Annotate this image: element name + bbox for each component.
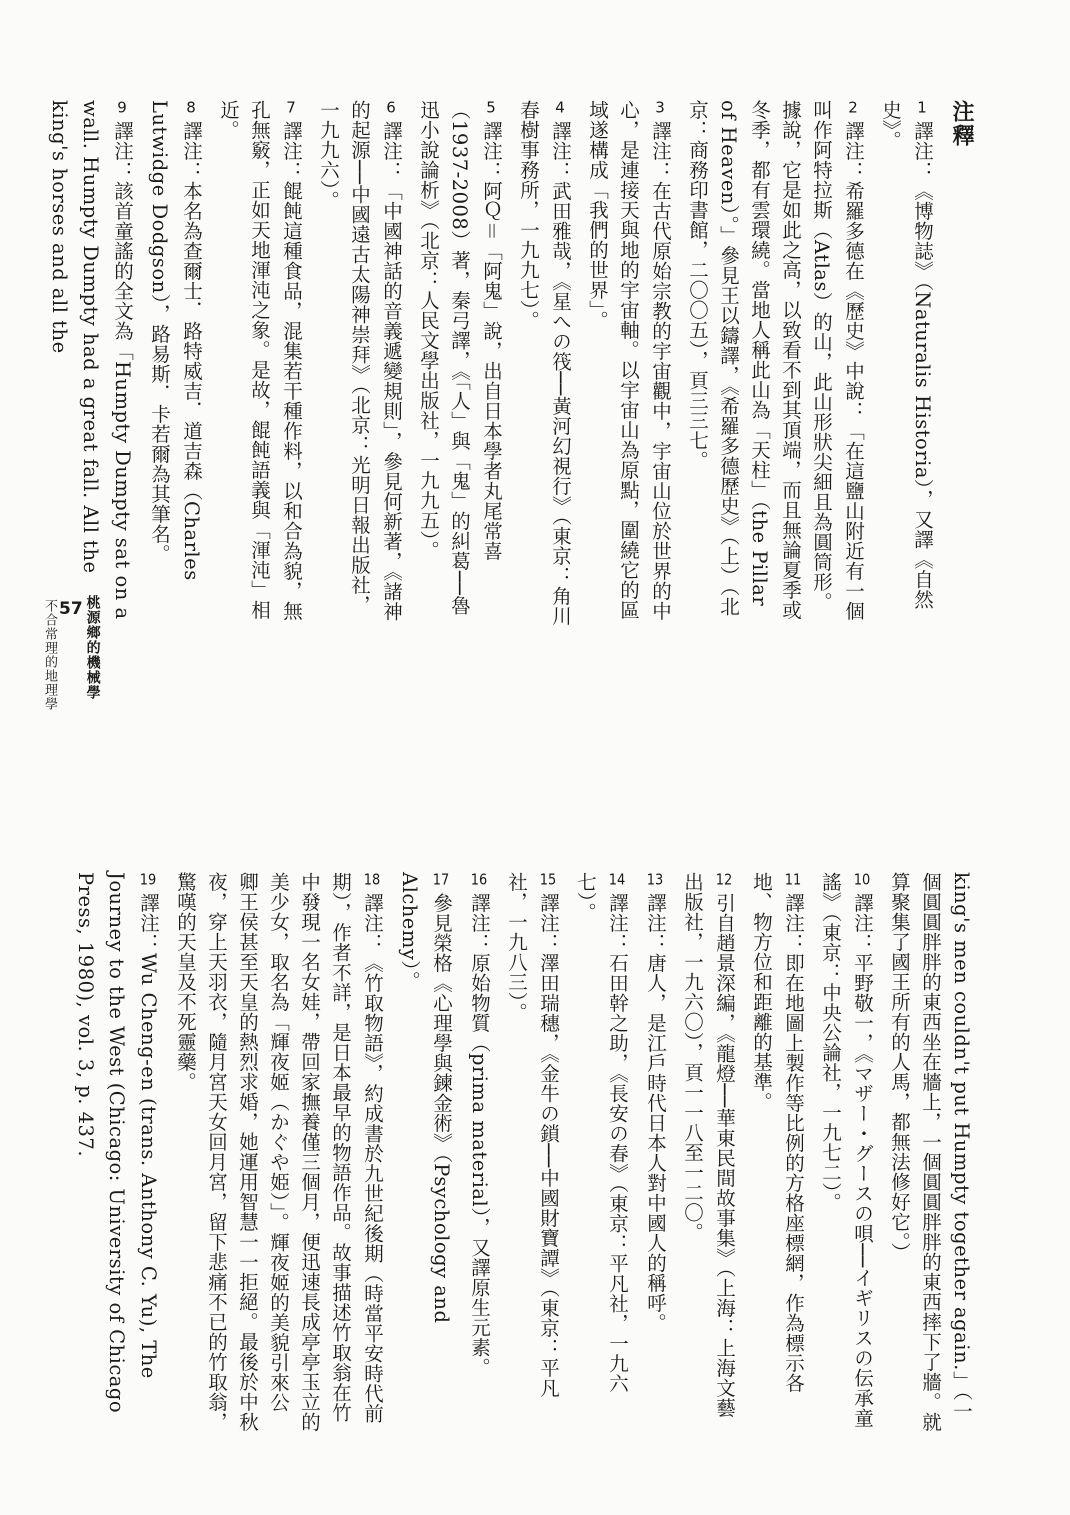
footnote-text: 平野敬一，《マザー・グースの唄──イギリスの伝承童謠》（東京：中央公論社，一九七二）。 (819, 872, 874, 1428)
footnote-text: 《博物誌》（Naturalis Historia），又譯《自然史》。 (879, 100, 934, 610)
footnote-text: 該首童謠的全文為「Humpty Dumpty sat on a wall. Humpty Dumpty had a great fall. All the king's horses and all the (48, 100, 134, 620)
footnote-label: 譯注： (782, 893, 805, 953)
footnote (582, 100, 676, 630)
footnote-number: 2 (848, 100, 858, 115)
footnote-number: 5 (486, 100, 496, 115)
footnote-label: 譯注： (549, 121, 572, 181)
footnote-number: 7 (286, 100, 296, 115)
footnote (677, 872, 740, 1432)
footnote-number: 10 (853, 872, 871, 887)
footnote (463, 872, 495, 1432)
footnote-label: 譯注： (537, 893, 560, 953)
footnote-number: 19 (139, 872, 157, 887)
footnote (413, 100, 507, 630)
footnote-number: 12 (715, 872, 733, 887)
footnote-text: 參見榮格《心理學與鍊金術》（Psychology and Alchemy）。 (398, 872, 453, 1324)
footnote-label: 譯注： (644, 893, 667, 953)
footnote-label: 譯注： (911, 121, 934, 181)
footnote (875, 100, 938, 630)
footnote-label: 譯注： (480, 121, 503, 181)
footnote (70, 872, 164, 1432)
footnote-label: 譯注： (468, 893, 491, 953)
footnote-text: 「中國神話的音義遞變規則」，參見何新著，《諸神的起源──中國遠古太陽神崇拜》（北京：光明日報出版社，一九九六）。 (317, 100, 403, 622)
footnote (213, 100, 307, 630)
footnote-label: 譯注： (649, 121, 672, 181)
footnote-label: 譯注： (361, 893, 384, 953)
footnote (884, 872, 977, 1432)
footnote (394, 872, 457, 1432)
footnote-text: Wu Cheng-en (trans. Anthony C. Yu), The Journey to the West (Chicago: University of Chicago Press, 1980), vol. 3, p. 437. (74, 872, 160, 1414)
notes-list-top (44, 100, 938, 630)
footnote-label: 譯注： (851, 893, 874, 953)
notes-column-bottom (74, 872, 977, 1432)
page-footer (40, 595, 103, 711)
footnote (815, 872, 878, 1432)
footnote-text: 阿Ｑ＝「阿鬼」說，出自日本學者丸尾常喜（1937-2008）著，秦弓譯，《「人」與「鬼」的糾葛──魯迅小說論析》（北京：人民文學出版社，一九九五）。 (417, 100, 503, 616)
footnote-text: 在古代原始宗教的宇宙觀中，宇宙山位於世界的中心，是連接天與地的宇宙軸。以宇宙山為原點，圍繞它的區域遂構成「我們的世界」。 (586, 100, 672, 621)
footnote-text: 即在地圖上製作等比例的方格座標網，作為標示各地、物方位和距離的基準。 (750, 872, 805, 1393)
footnote-number: 17 (432, 872, 450, 887)
footnote-text: 《竹取物語》，約成書於九世紀後期（時當平安時代前期），作者不詳，是日本最早的物語作品。故事描述竹取翁在竹中發現一名女娃，帶回家撫養僅三個月，便迅速長成亭亭玉立的美少女，取名為「輝夜姬（かぐや姫）」。輝夜姬的美貌引來公卿王侯甚至天皇的熱烈求婚，她運用智慧一一拒絕。最後於中秋夜，穿上天羽衣，隨月宮天女回月宮，留下悲痛不已的竹取翁，驚嘆的天皇及不死靈藥。 (174, 872, 384, 1432)
footnote-text: 原始物質（prima material），又譯原生元素。 (468, 953, 491, 1378)
footnote-label: 譯注： (606, 893, 629, 953)
footnote-number: 11 (784, 872, 802, 887)
footnote-text: 希羅多德在《歷史》中說：「在這鹽山附近有一個叫作阿特拉斯（Atlas）的山，此山形狀尖細且為圓筒形。據說，它是如此之高，以致看不到其頂端，而且無論夏季或冬季，都有雲環繞。當地人稱此山為「天柱」（the Pillar of Heaven）。」參見王以鑄譯，《希羅多德歷史》（上）（北京：商務印書館，二〇〇五），頁三三七。 (686, 100, 865, 621)
footnote-text: king's men couldn't put Humpty together again.」（一個圓圓胖胖的東西坐在牆上，一個圓圓胖胖的東西摔下了牆。就算聚集了國王所有的人馬，都無法修好它。） (888, 872, 973, 1432)
footnote (639, 872, 671, 1432)
footnote (501, 872, 564, 1432)
footnote-number: 16 (470, 872, 488, 887)
footnote-number: 1 (917, 100, 927, 115)
footnote-label: 譯注： (111, 121, 134, 181)
footnote-text: 本名為查爾士．路特威吉．道吉森（Charles Lutwidge Dodgson），路易斯．卡若爾為其筆名。 (148, 100, 203, 581)
footnote-number: 18 (363, 872, 381, 887)
footnote-text: 武田雅哉，《星への筏──黃河幻視行》（東京：角川春樹事務所，一九九七）。 (517, 100, 572, 626)
footnote-number: 3 (655, 100, 665, 115)
footnote-label: 譯注： (137, 893, 160, 953)
footnote-number: 4 (555, 100, 565, 115)
page-number: 57 (59, 599, 83, 619)
notes-heading: 注釋 (949, 100, 974, 148)
footnote (313, 100, 407, 630)
footnote-text: 石田幹之助，《長安の春》（東京：平凡社，一九六七）。 (574, 872, 629, 1394)
footnote-number: 14 (608, 872, 626, 887)
footnote-text: 唐人，是江戶時代日本人對中國人的稱呼。 (644, 953, 667, 1333)
footnote-text: 餛飩這種食品，混集若干種作料，以和合為貌，無孔無竅，正如天地渾沌之象。是故，餛飩語義與「渾沌」相近。 (217, 100, 303, 621)
footnote-text: 引自趙景深編，《龍燈──華東民間故事集》（上海：上海文藝出版社，一九六〇），頁一一八至一二〇。 (681, 872, 736, 1418)
footnote-text: 澤田瑞穗，《金牛の鎖──中國財寶譚》（東京：平凡社，一九八三）。 (505, 872, 560, 1398)
footnote (44, 100, 138, 630)
footnote (144, 100, 207, 630)
footnote-label: 譯注： (280, 121, 303, 181)
footnote-number: 8 (186, 100, 196, 115)
footnote-number: 13 (646, 872, 664, 887)
footnote (170, 872, 388, 1432)
chapter-title: 不合常理的地理學 (42, 599, 57, 711)
footnote (570, 872, 633, 1432)
footnote (682, 100, 869, 630)
footnote-label: 譯注： (380, 121, 403, 181)
footnote-number: 9 (117, 100, 127, 115)
notes-list-bottom (70, 872, 977, 1432)
book-title: 桃源鄉的機械學 (84, 595, 101, 700)
footnote-label: 譯注： (180, 121, 203, 181)
footnote-number: 15 (539, 872, 557, 887)
footnote (746, 872, 809, 1432)
footnote (513, 100, 576, 630)
footnote-number: 6 (386, 100, 396, 115)
footnote-label: 譯注： (842, 121, 865, 181)
